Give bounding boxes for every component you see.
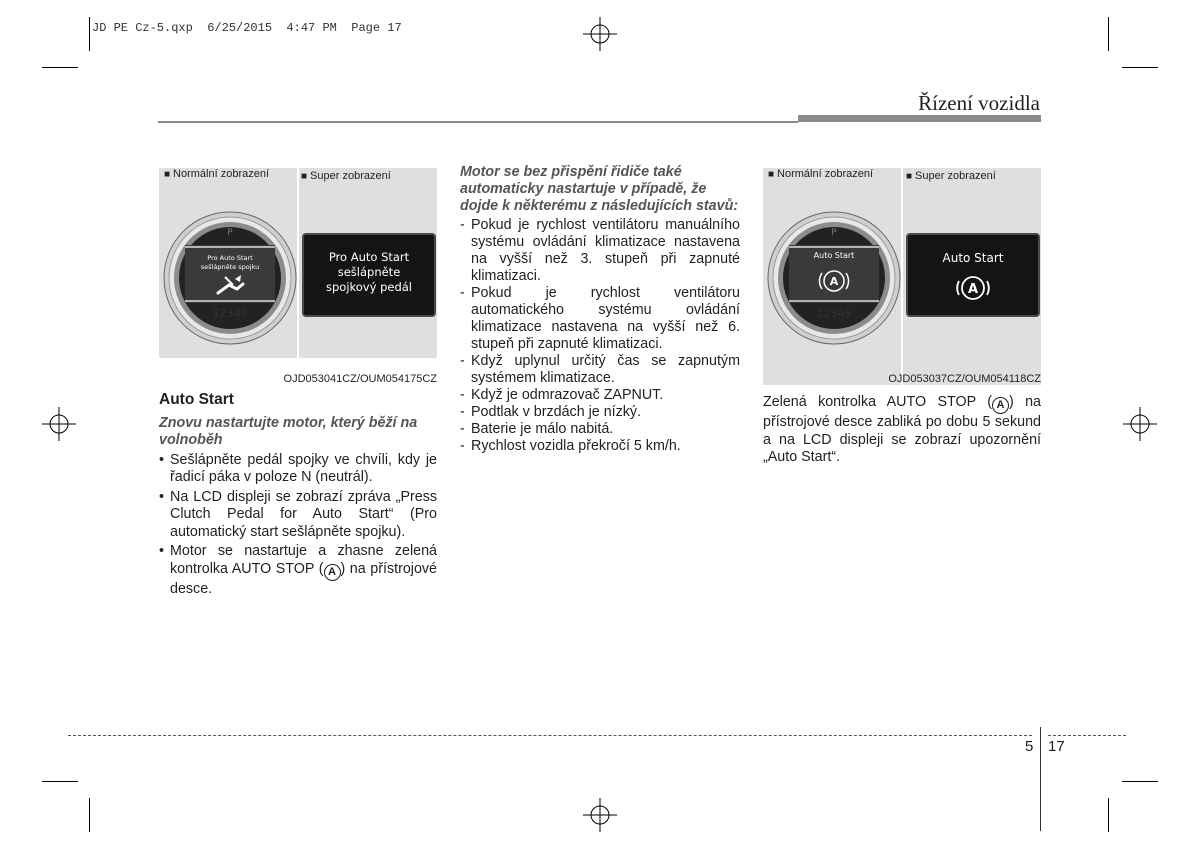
lcd-text: Pro Auto Start xyxy=(328,250,410,264)
instrument-gauge xyxy=(163,211,297,345)
header-rule xyxy=(158,121,798,123)
svg-text:P: P xyxy=(831,228,837,238)
list-item: - Když uplynul určitý čas se zapnutým systémem klimatizace. xyxy=(460,353,740,386)
section-auto-start xyxy=(159,391,437,598)
list-item: - Podtlak v brzdách je nízký. xyxy=(460,404,642,420)
svg-text:A: A xyxy=(829,275,839,288)
gauge-text: sešlápněte spojku xyxy=(200,263,260,271)
svg-text:A: A xyxy=(967,282,979,297)
list-item: - Pokud je rychlost ventilátoru automatického systému ovládání klimatizace nastavena na vyšší než 6. stupeň při zapnuté klimatizaci. xyxy=(460,285,740,352)
header-rule-bar xyxy=(798,115,1041,122)
registration-mark-icon xyxy=(42,407,76,441)
svg-text:12345: 12345 xyxy=(816,307,852,320)
chapter-number: 5 xyxy=(1025,738,1034,755)
lcd-text: sešlápněte xyxy=(337,265,401,279)
list-item: - Pokud je rychlost ventilátoru manuálního systému ovládání klimatizace nastavena na vyšší než 3. stupeň při zapnuté klimatizaci. xyxy=(460,217,740,284)
crop-mark xyxy=(42,781,78,782)
gauge-text: Pro Auto Start xyxy=(207,254,253,262)
page-number: 17 xyxy=(1048,738,1065,755)
crop-mark xyxy=(89,798,90,832)
registration-mark-icon xyxy=(583,17,617,51)
list-item: - Když je odmrazovač ZAPNUT. xyxy=(460,387,664,403)
svg-text:P: P xyxy=(227,228,233,238)
lcd-display xyxy=(302,233,436,317)
print-slug: JD PE Cz-5.qxp 6/25/2015 4:47 PM Page 17 xyxy=(92,21,402,35)
figure-caption: OJD053041CZ/OUM054175CZ xyxy=(283,373,437,385)
figure-label: ■ Super zobrazení xyxy=(301,170,391,182)
list-item: • Sešlápněte pedál spojky ve chvíli, kdy je řadicí páka v poloze N (neutrál). xyxy=(159,451,437,485)
figure-caption: OJD053037CZ/OUM054118CZ xyxy=(888,373,1041,385)
lcd-text: Auto Start xyxy=(942,251,1004,265)
conditions-intro: Motor se bez přispění řidiče také automaticky nastartuje v případě, že dojde k některému z následujících stavů: xyxy=(460,164,739,214)
list-item: • Motor se nastartuje a zhasne zelená kontrolka AUTO STOP ( A ) na přístrojové desce. xyxy=(159,543,438,597)
list-item: - Rychlost vozidla překročí 5 km/h. xyxy=(460,438,681,454)
instrument-gauge xyxy=(767,211,901,345)
gauge-text: Auto Start xyxy=(813,251,855,260)
figure-label: ■ Normální zobrazení xyxy=(768,168,874,180)
auto-stop-icon: A xyxy=(992,397,1009,414)
registration-mark-icon xyxy=(1123,407,1157,441)
figure-label: ■ Normální zobrazení xyxy=(164,168,270,180)
auto-start-note: Zelená kontrolka AUTO STOP ( A ) na přístrojové desce zabliká po dobu 5 sekund a na LCD displeji se zobrazí upozornění „Auto Start“. xyxy=(763,394,1042,465)
figure-label: ■ Super zobrazení xyxy=(906,170,996,182)
footer-rule xyxy=(1048,735,1126,736)
section-heading: Auto Start xyxy=(159,391,234,408)
registration-mark-icon xyxy=(583,798,617,832)
crop-mark xyxy=(1108,798,1109,832)
list-item: - Baterie je málo nabitá. xyxy=(460,421,614,437)
page-number-divider xyxy=(1040,727,1041,831)
lcd-text: spojkový pedál xyxy=(326,280,412,294)
lcd-display xyxy=(906,233,1040,317)
crop-mark xyxy=(42,67,78,68)
section-subheading: Znovu nastartujte motor, který běží na volnoběh xyxy=(159,414,418,448)
chapter-title: Řízení vozidla xyxy=(918,91,1040,115)
crop-mark xyxy=(1122,67,1158,68)
auto-stop-icon: A xyxy=(324,564,341,581)
auto-stop-icon xyxy=(956,271,990,305)
crop-mark xyxy=(1122,781,1158,782)
list-item: • Na LCD displeji se zobrazí zpráva „Press Clutch Pedal for Auto Start“ (Pro automatický start sešlápněte spojku). xyxy=(159,488,437,540)
conditions-list xyxy=(460,164,740,455)
svg-text:12345: 12345 xyxy=(212,307,248,320)
crop-mark xyxy=(1108,17,1109,51)
footer-rule xyxy=(68,735,1032,736)
crop-mark xyxy=(89,17,90,51)
